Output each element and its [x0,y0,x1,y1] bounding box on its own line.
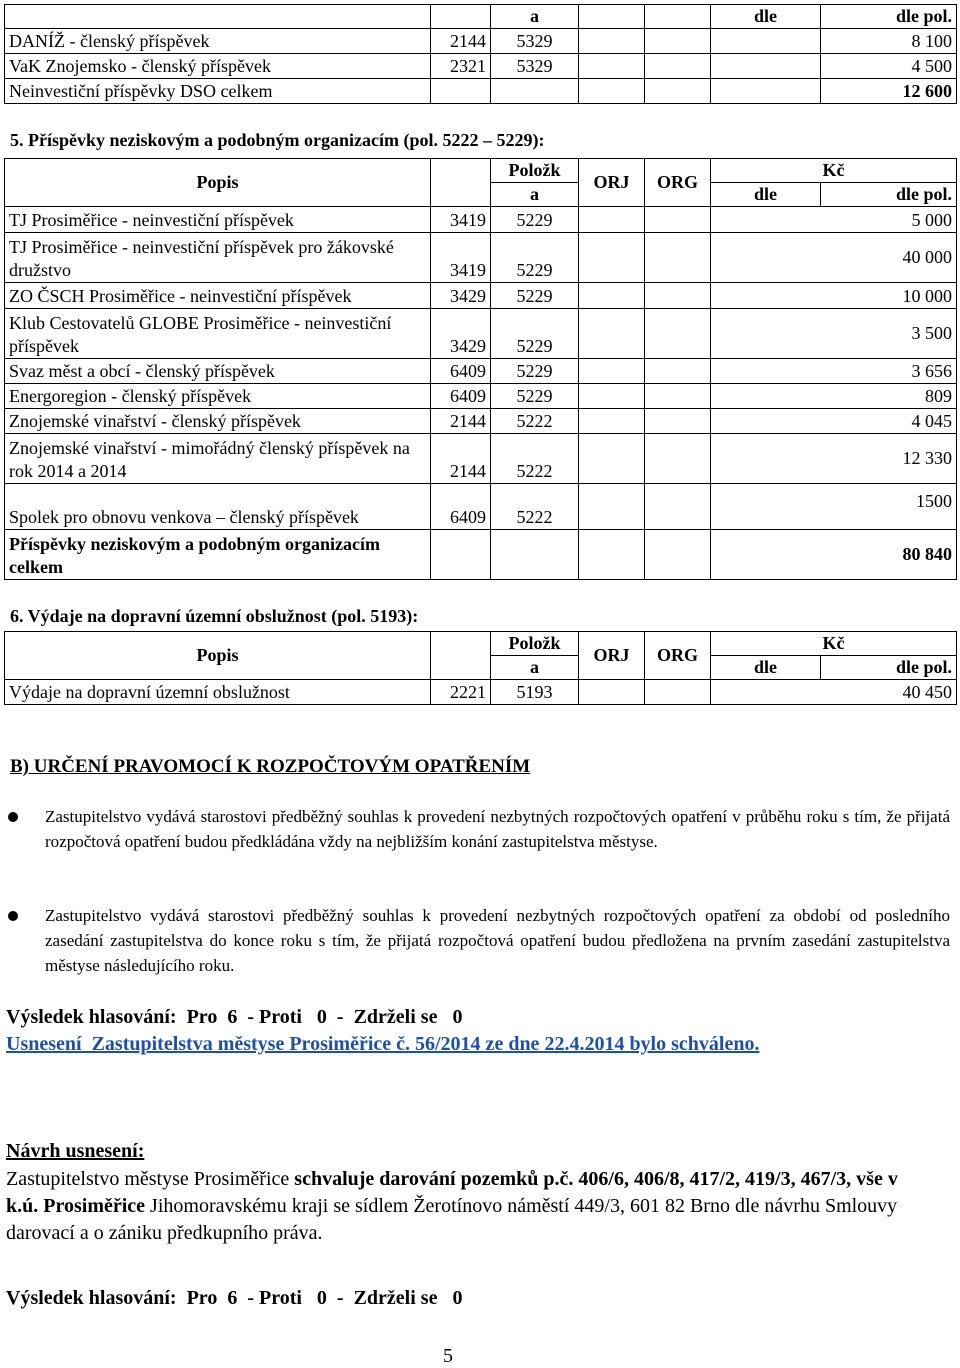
bullet-paragraph: Zastupitelstvo vydává starostovi předběžný souhlas k provedení nezbytných rozpočtových opatření v průběhu roku s tím, že přijatá rozpočtová opatření budou předkládána vždy na nejbližším konání zastupitelstva městyse. [45,807,950,851]
popis-cell: Výdaje na dopravní územní obslužnost [5,680,431,705]
org-cell: 5229 [491,283,579,309]
bullet-icon [8,911,18,921]
value-cell: 8 100 [821,29,957,54]
value-cell: 10 000 [711,283,957,309]
table-row [5,484,957,530]
vote-result: Výsledek hlasování: Pro 6 - Proti 0 - Zdrželi se 0 [6,1006,463,1028]
table-row [5,207,957,233]
polozka-header: Položk [491,632,579,656]
org-cell: 5222 [491,409,579,434]
orj-cell: 3419 [431,233,491,283]
kc-dle-header: dle [711,656,821,680]
table-total-row [5,530,957,580]
orj-cell: 6409 [431,384,491,409]
org-cell: 5229 [491,384,579,409]
orj-cell: 6409 [431,359,491,384]
orj-cell: 2321 [431,54,491,79]
vote-result-2: Výsledek hlasování: Pro 6 - Proti 0 - Zdrželi se 0 [6,1287,463,1309]
popis-cell: Neinvestiční příspěvky DSO celkem [5,79,431,104]
value-cell: 40 000 [711,233,957,283]
section-b-heading: B) URČENÍ PRAVOMOCÍ K ROZPOČTOVÝM OPATŘENÍM [10,756,531,777]
popis-cell: VaK Znojemsko - členský příspěvek [5,54,431,79]
polozka-spacer [431,632,491,680]
polozka-header-2: a [491,183,579,207]
popis-header: Popis [5,159,431,207]
value-cell: 80 840 [711,530,957,580]
orj-header: ORJ [579,632,645,680]
proposal-heading: Návrh usnesení: [6,1140,145,1162]
orj-cell [579,5,645,29]
table-row [5,359,957,384]
kc-dle-pol-header: dle pol. [821,183,957,207]
orj-cell: 2144 [431,29,491,54]
popis-cell: TJ Prosiměřice - neinvestiční příspěvek pro žákovské družstvo [5,233,431,283]
orj-cell: 3429 [431,309,491,359]
table-section-6 [4,631,957,705]
popis-cell: Energoregion - členský příspěvek [5,384,431,409]
org-cell: 5222 [491,434,579,484]
popis-cell [5,5,431,29]
kc-header: Kč [711,632,957,656]
table-row [5,283,957,309]
popis-cell: Klub Cestovatelů GLOBE Prosiměřice - neinvestiční příspěvek [5,309,431,359]
popis-header: Popis [5,632,431,680]
table-section-5 [4,158,957,580]
table-header-row [5,159,957,183]
orj-cell: 3419 [431,207,491,233]
polozka-spacer [431,159,491,207]
popis-cell: Spolek pro obnovu venkova – členský příspěvek [5,484,431,530]
table-dso [4,4,957,104]
org-cell: 5222 [491,484,579,530]
kc-dle-header: dle [711,183,821,207]
value-cell: 1500 [711,484,957,530]
value-cell: 4 500 [821,54,957,79]
org-header: ORG [645,159,711,207]
value-cell: 809 [711,384,957,409]
bullet-paragraph: Zastupitelstvo vydává starostovi předběžný souhlas k provedení nezbytných rozpočtových opatření za období od posledního zasedání zastupitelstva do konce roku s tím, že přijatá rozpočtová opatření budou předložena na prvním zasedání zastupitelstva městyse následujícího roku. [45,906,950,975]
table-row [5,29,957,54]
popis-cell: Příspěvky neziskovým a podobným organizacím celkem [5,530,431,580]
orj-cell: 6409 [431,484,491,530]
table-row [5,434,957,484]
table-row [5,233,957,283]
org-cell: 5229 [491,233,579,283]
section-6-heading: 6. Výdaje na dopravní územní obslužnost (pol. 5193): [10,606,419,626]
orj-cell: 3429 [431,283,491,309]
orj-cell: 2221 [431,680,491,705]
table-row [5,409,957,434]
popis-cell: Svaz měst a obcí - členský příspěvek [5,359,431,384]
table-row [5,54,957,79]
bullet-icon [8,812,18,822]
proposal-text [6,1166,906,1247]
table-header-row [5,5,957,29]
proposal-text-2: Jihomoravskému kraji se sídlem Žerotínovo náměstí 449/3, 601 82 Brno dle návrhu Smlouvy darovací a o zániku předkupního práva. [6,1195,898,1244]
kc-dle-pol-cell: dle pol. [821,5,957,29]
uz-cell [645,5,711,29]
org-cell: 5329 [491,29,579,54]
col-a-cell: a [491,5,579,29]
orj-cell: 2144 [431,409,491,434]
value-cell: 3 500 [711,309,957,359]
value-cell: 12 330 [711,434,957,484]
table-header-row [5,632,957,656]
polozka-cell [431,5,491,29]
kc-dle-pol-header: dle pol. [821,656,957,680]
kc-dle-cell: dle [711,5,821,29]
orj-cell: 2144 [431,434,491,484]
value-cell: 12 600 [821,79,957,104]
table-row [5,680,957,705]
org-cell: 5229 [491,309,579,359]
org-header: ORG [645,632,711,680]
page-number: 5 [443,1345,453,1367]
orj-header: ORJ [579,159,645,207]
proposal-text-1: Zastupitelstvo městyse Prosiměřice [6,1168,295,1190]
value-cell: 5 000 [711,207,957,233]
value-cell: 4 045 [711,409,957,434]
polozka-header: Položk [491,159,579,183]
proposal-text-bold: schvaluje darování pozemků p.č. 406/6, 406/8, 417/2, 419/3, 467/3, vše v k.ú. Prosiměřice [6,1168,898,1217]
popis-cell: Znojemské vinařství - členský příspěvek [5,409,431,434]
org-cell: 5229 [491,207,579,233]
popis-cell: DANÍŽ - členský příspěvek [5,29,431,54]
org-cell: 5193 [491,680,579,705]
org-cell: 5329 [491,54,579,79]
popis-cell: Znojemské vinařství - mimořádný členský příspěvek na rok 2014 a 2014 [5,434,431,484]
table-row [5,384,957,409]
polozka-header-2: a [491,656,579,680]
value-cell: 40 450 [711,680,957,705]
popis-cell: ZO ČSCH Prosiměřice - neinvestiční příspěvek [5,283,431,309]
org-cell: 5229 [491,359,579,384]
kc-header: Kč [711,159,957,183]
resolution-link[interactable]: Usnesení Zastupitelstva městyse Prosiměřice č. 56/2014 ze dne 22.4.2014 bylo schváleno. [6,1033,760,1055]
table-row [5,309,957,359]
table-total-row [5,79,957,104]
value-cell: 3 656 [711,359,957,384]
popis-cell: TJ Prosiměřice - neinvestiční příspěvek [5,207,431,233]
section-5-heading: 5. Příspěvky neziskovým a podobným organizacím (pol. 5222 – 5229): [10,130,545,150]
